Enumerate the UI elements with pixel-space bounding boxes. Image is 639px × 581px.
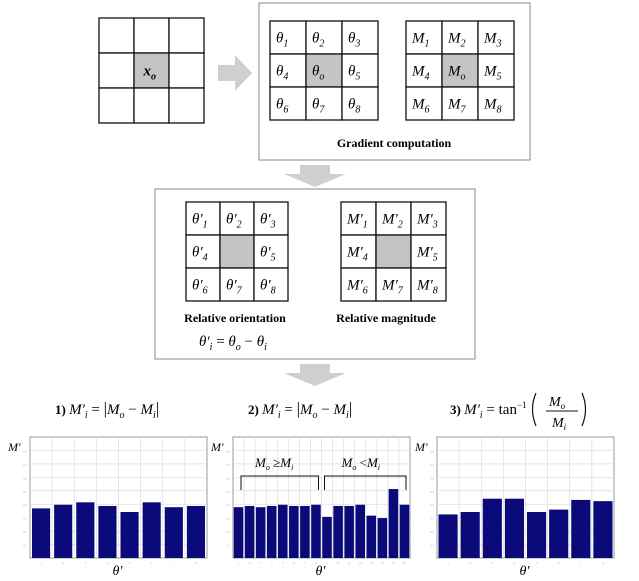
relative-orientation-symbol: $\theta'_2$ [226, 211, 242, 231]
chart-2 [210, 437, 410, 579]
relative-orientation-symbol: $\theta'_7$ [226, 277, 242, 297]
bar [461, 512, 480, 558]
svg-text:1) M′i = |Mo − Mi|: 1) $M'_i = |M_o - M_i|$ [55, 399, 160, 421]
bar [311, 505, 321, 558]
bar [333, 506, 343, 558]
pixel-cell [134, 18, 169, 53]
relative-magnitude-grid [341, 202, 446, 301]
y-axis-label: M′ [8, 440, 21, 454]
center-pixel-cell [134, 53, 169, 88]
bar [54, 505, 72, 558]
relative-orientation-symbol: $\theta'_4$ [192, 244, 208, 264]
theta-symbol: $\theta_3$ [348, 30, 361, 50]
y-axis-label: M′ [211, 440, 224, 454]
svg-text:θ′i = θo − θi: $\theta'_i = \theta_o - \theta_i$ [199, 334, 267, 353]
bar [267, 506, 277, 558]
pixel-cell [169, 88, 204, 123]
magnitude-symbol: $M_3$ [484, 30, 502, 50]
magnitude-symbol: $M_4$ [412, 63, 430, 83]
theta-grid [270, 21, 378, 120]
x-tick-label: 6 [150, 561, 153, 565]
x-tick-label: 5 [128, 561, 131, 565]
x-tick-label: 1 [237, 561, 240, 565]
x-tick-label: 14 [380, 561, 384, 565]
bar [378, 518, 388, 558]
bar [344, 506, 354, 558]
y-tick-label: 0.4 [226, 503, 230, 508]
y-tick-label: 0.5 [23, 489, 27, 494]
y-tick-label: 0.3 [430, 516, 434, 521]
relative-magnitude-symbol: $M'_5$ [417, 244, 438, 264]
x-tick-label: 4 [513, 561, 516, 565]
y-tick-label: 0.2 [226, 530, 230, 535]
bar [278, 505, 288, 558]
y-tick-label: 0.1 [226, 543, 230, 548]
x-tick-label: 3 [491, 561, 494, 565]
svg-text:3) M′i = tan−1: 3) $M'_i = \tan^{-1}$ [450, 400, 527, 421]
x-tick-label: 4 [270, 561, 273, 565]
y-tick-label: 0.2 [430, 530, 434, 535]
svg-text:2) M′i = |Mo − Mi|: 2) $M'_i = |M_o - M_i|$ [248, 399, 353, 421]
relative-orientation-symbol: $\theta'_1$ [192, 211, 208, 231]
y-tick-label: 0.7 [430, 462, 434, 467]
magnitude-symbol: $M_6$ [412, 96, 430, 116]
bar [256, 507, 266, 558]
bar [505, 499, 524, 558]
svg-text:Mo: $M_o$ [549, 395, 566, 411]
magnitude-caption: Relative magnitude [336, 311, 436, 325]
y-axis-label: M′ [415, 440, 428, 454]
x-tick-label: 9 [326, 561, 328, 565]
x-tick-label: 3 [84, 561, 87, 565]
x-tick-label: 1 [40, 561, 42, 565]
x-tick-label: 8 [195, 561, 197, 565]
theta-symbol: $\theta_1$ [276, 30, 289, 50]
x-tick-label: 7 [580, 561, 582, 565]
y-tick-label: 0.6 [226, 476, 230, 481]
x-tick-label: 7 [304, 561, 306, 565]
y-tick-label: 0.8 [430, 449, 434, 454]
formula-3 [450, 393, 586, 432]
x-tick-label: 12 [358, 561, 362, 565]
y-tick-label: 0.5 [430, 489, 434, 494]
pixel-cell [99, 53, 134, 88]
magnitude-symbol: $M_2$ [448, 30, 466, 50]
relative-magnitude-symbol: $M'_7$ [382, 277, 403, 297]
bar [527, 512, 546, 558]
y-tick-label: 0.6 [23, 476, 27, 481]
pixel-cell [169, 53, 204, 88]
y-tick-label: 0.5 [226, 489, 230, 494]
bar [322, 517, 332, 558]
annotation-mo-ge-mi: $M_o \ge M_i$ [255, 455, 294, 472]
theta-symbol: $\theta_o$ [312, 63, 325, 83]
magnitude-symbol: $M_5$ [484, 63, 502, 83]
x-tick-label: 7 [173, 561, 175, 565]
relative-orientation-symbol: $\theta'_3$ [260, 211, 276, 231]
y-tick-label: 0.4 [430, 503, 434, 508]
x-tick-label: 2 [62, 561, 64, 565]
y-tick-label: 0.6 [430, 476, 434, 481]
pixel-neighborhood-grid [99, 18, 204, 123]
bar [400, 505, 410, 558]
relative-magnitude-symbol: $M'_2$ [382, 211, 403, 231]
x-tick-label: 5 [282, 561, 284, 565]
annotation-mo-lt-mi: $M_o <M_i$ [341, 455, 381, 472]
bar [32, 508, 50, 558]
x-axis-label: θ′ [315, 564, 326, 579]
bar [121, 512, 139, 558]
relative-magnitude-symbol: $M'_3$ [417, 211, 438, 231]
relative-magnitude-symbol: $M'_6$ [347, 277, 368, 297]
x-axis-label: θ′ [112, 564, 123, 579]
magnitude-symbol: $M_1$ [412, 30, 430, 50]
x-tick-label: 16 [402, 561, 406, 565]
pixel-cell [99, 88, 134, 123]
arrow-right-icon [218, 55, 252, 91]
x-tick-label: 8 [315, 561, 317, 565]
arrow-down-icon [284, 364, 346, 386]
y-tick-label: 0.3 [226, 516, 230, 521]
magnitude-symbol: $M_7$ [448, 96, 466, 116]
x-tick-label: 11 [347, 561, 351, 565]
y-tick-label: 0.1 [430, 543, 434, 548]
theta-symbol: $\theta_2$ [312, 30, 325, 50]
bar [234, 507, 244, 558]
bar [439, 514, 458, 558]
theta-symbol: $\theta_4$ [276, 63, 289, 83]
bar [549, 510, 568, 558]
y-tick-label: 0.1 [23, 543, 27, 548]
x-tick-label: 8 [602, 561, 604, 565]
x-tick-label: 10 [336, 561, 340, 565]
y-tick-label: 0.3 [23, 516, 27, 521]
y-tick-label: 0.7 [226, 462, 230, 467]
bar [245, 506, 255, 558]
relative-magnitude-symbol: $M'_1$ [347, 211, 368, 231]
pixel-cell [99, 18, 134, 53]
theta-symbol: $\theta_5$ [348, 63, 361, 83]
formula-1 [55, 399, 159, 421]
svg-text:Mi: $M_i$ [552, 416, 567, 432]
relative-magnitude-symbol: $M'_8$ [417, 277, 438, 297]
magnitude-symbol: $M_o$ [448, 63, 466, 83]
x-tick-label: 6 [557, 561, 560, 565]
gradient-caption: Gradient computation [336, 136, 452, 150]
bar [187, 506, 205, 558]
magnitude-symbol: $M_8$ [484, 96, 502, 116]
x-tick-label: 2 [469, 561, 471, 565]
x-axis-label: θ′ [519, 564, 530, 579]
chart-1 [7, 437, 207, 579]
bar [483, 499, 502, 558]
center-pixel-label: $x_o$ [143, 63, 156, 83]
y-tick-label: 0.7 [23, 462, 27, 467]
bar [300, 506, 310, 558]
bar [98, 506, 116, 558]
bar [165, 507, 183, 558]
arrow-down-icon [284, 165, 346, 187]
relative-orientation-grid [186, 202, 288, 301]
x-tick-label: 1 [447, 561, 449, 565]
x-tick-label: 6 [293, 561, 295, 565]
formula-2 [248, 399, 352, 421]
y-tick-label: 0.2 [23, 530, 27, 535]
x-tick-label: 15 [391, 561, 395, 565]
relative-magnitude-symbol: $M'_4$ [347, 244, 368, 264]
pixel-cell [134, 88, 169, 123]
x-tick-label: 2 [248, 561, 251, 565]
y-tick-label: 0.8 [23, 449, 27, 454]
pixel-cell [169, 18, 204, 53]
relative-orientation-symbol: $\theta'_5$ [260, 244, 276, 264]
x-tick-label: 5 [535, 561, 538, 565]
relative-magnitude-cell [376, 235, 411, 268]
bar [289, 506, 299, 558]
bar [355, 505, 365, 558]
bar [76, 502, 94, 558]
bar [593, 501, 612, 558]
orientation-caption: Relative orientation [184, 311, 286, 325]
y-tick-label: 0.8 [226, 449, 230, 454]
magnitude-grid [406, 21, 514, 120]
x-tick-label: 4 [106, 561, 109, 565]
relative-orientation-cell [220, 235, 254, 268]
y-tick-label: 0.4 [23, 503, 27, 508]
relative-orientation-symbol: $\theta'_8$ [260, 277, 276, 297]
bar [143, 502, 161, 558]
relative-orientation-symbol: $\theta'_6$ [192, 277, 208, 297]
bar [571, 500, 590, 558]
x-tick-label: 3 [259, 561, 262, 565]
bar [367, 516, 377, 558]
x-tick-label: 13 [369, 561, 373, 565]
theta-symbol: $\theta_8$ [348, 96, 361, 116]
theta-symbol: $\theta_7$ [312, 96, 325, 116]
chart-3 [414, 437, 614, 579]
theta-symbol: $\theta_6$ [276, 96, 289, 116]
bar [389, 489, 399, 558]
